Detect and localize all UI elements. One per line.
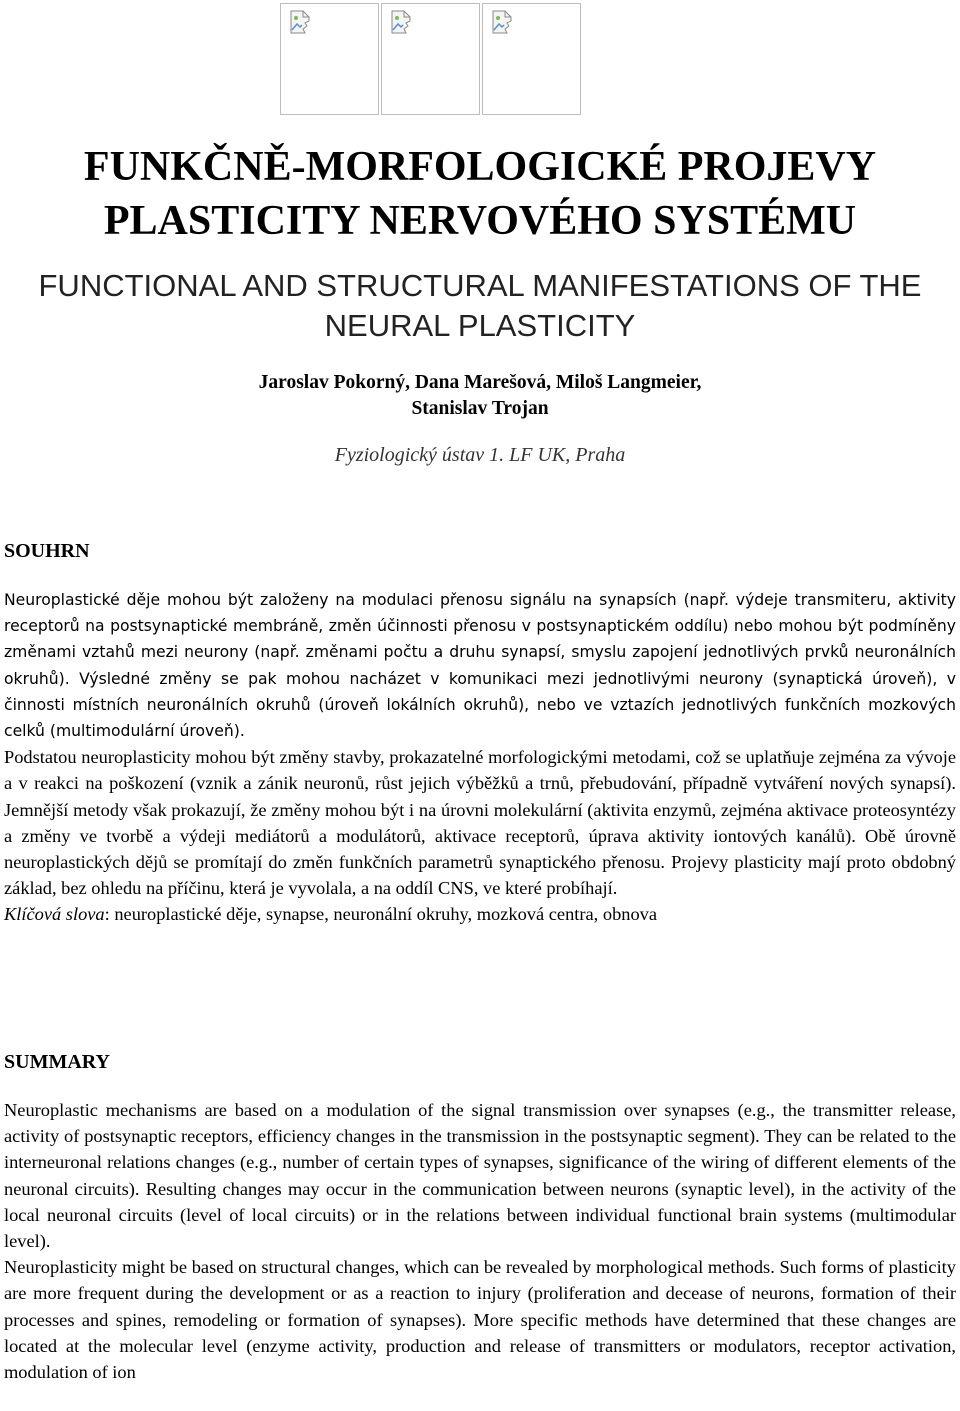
souhrn-paragraph-1: Neuroplastické děje mohou být založeny na modulaci přenosu signálu na synapsích (např. výdeje transmiteru, aktivity receptorů na postsynaptické membráně, změn účinnosti přenosu v postsynaptickém oddílu) nebo mohou být podmíněny změnami vztahů mezi neurony (např. změnami počtu a druhu synapsí, smyslu zapojení jednotlivých prvků neuronálních okruhů). Výsledné změny se pak mohou nacházet v komunikaci mezi jednotlivými neurony (synaptická úroveň), v činnosti místních neuronálních okruhů (úroveň lokálních okruhů), nebo ve vztazích jednotlivých funkčních mozkových celků (multimodulární úroveň).: [4, 591, 956, 741]
affiliation: Fyziologický ústav 1. LF UK, Praha: [334, 444, 626, 466]
summary-paragraph-1: Neuroplastic mechanisms are based on a modulation of the signal transmission over synapses (e.g., the transmitter release, activity of postsynaptic receptors, efficiency changes in the transmission in the postsynaptic segment). They can be related to the interneuronal relations changes (e.g., number of certain types of synapses, significance of the wiring of different elements of the neuronal circuits). Resulting changes may occur in the communication between neurons (synaptic level), in the activity of the local neuronal circuits (level of local circuits) or in the relations between individual functional brain systems (multimodular level).: [4, 1100, 956, 1252]
broken-image-icon: [491, 10, 513, 34]
header-image-row: [280, 3, 583, 115]
broken-image-icon: [390, 10, 412, 34]
souhrn-section: [4, 587, 956, 928]
souhrn-heading: SOUHRN: [4, 540, 90, 562]
broken-image-icon: [289, 10, 311, 34]
keywords-text: : neuroplastické děje, synapse, neuronální okruhy, mozková centra, obnova: [104, 904, 658, 925]
summary-section: [4, 1097, 956, 1385]
image-placeholder: [280, 3, 379, 115]
souhrn-paragraph-2: Podstatou neuroplasticity mohou být změny stavby, prokazatelné morfologickými metodami, což se uplatňuje zejména za vývoje a v reakci na poškození (vznik a zánik neuronů, růst jejich výběžků a trnů, přebudování, případně vytváření nových synapsí). Jemnější metody však prokazují, že změny mohou být i na úrovni molekulární (aktivita enzymů, zejména aktivace proteosyntézy a změny ve tvorbě a výdeji mediátorů a modulátorů, aktivace receptorů, úprava aktivity iontových kanálů). Obě úrovně neuroplastických dějů se promítají do změn funkčních parametrů synaptického přenosu. Projevy plasticity mají proto obdobný základ, bez ohledu na příčinu, která je vyvolala, a na oddíl CNS, ve které probíhají.: [4, 747, 956, 899]
authors-line: Jaroslav Pokorný, Dana Marešová, Miloš Langmeier,: [258, 372, 702, 393]
author-list: [0, 370, 960, 422]
keywords-line: [4, 901, 956, 927]
image-placeholder: [482, 3, 581, 115]
authors-line: Stanislav Trojan: [411, 398, 549, 419]
summary-paragraph-2: Neuroplasticity might be based on structural changes, which can be revealed by morphological methods. Such forms of plasticity are more frequent during the development or as a reaction to injury (proliferation and decease of neurons, formation of their processes and spines, remodeling or formation of synapses). More specific methods have determined that these changes are located at the molecular level (enzyme activity, production and release of transmitters or modulators, receptor activation, modulation of ion: [4, 1257, 956, 1383]
summary-heading: SUMMARY: [4, 1051, 110, 1073]
image-placeholder: [381, 3, 480, 115]
page-title: FUNKČNĚ-MORFOLOGICKÉ PROJEVY PLASTICITY NERVOVÉHO SYSTÉMU: [83, 144, 877, 244]
keywords-label: Klíčová slova: [4, 904, 105, 925]
page-subtitle: FUNCTIONAL AND STRUCTURAL MANIFESTATIONS OF THE NEURAL PLASTICITY: [38, 268, 922, 343]
